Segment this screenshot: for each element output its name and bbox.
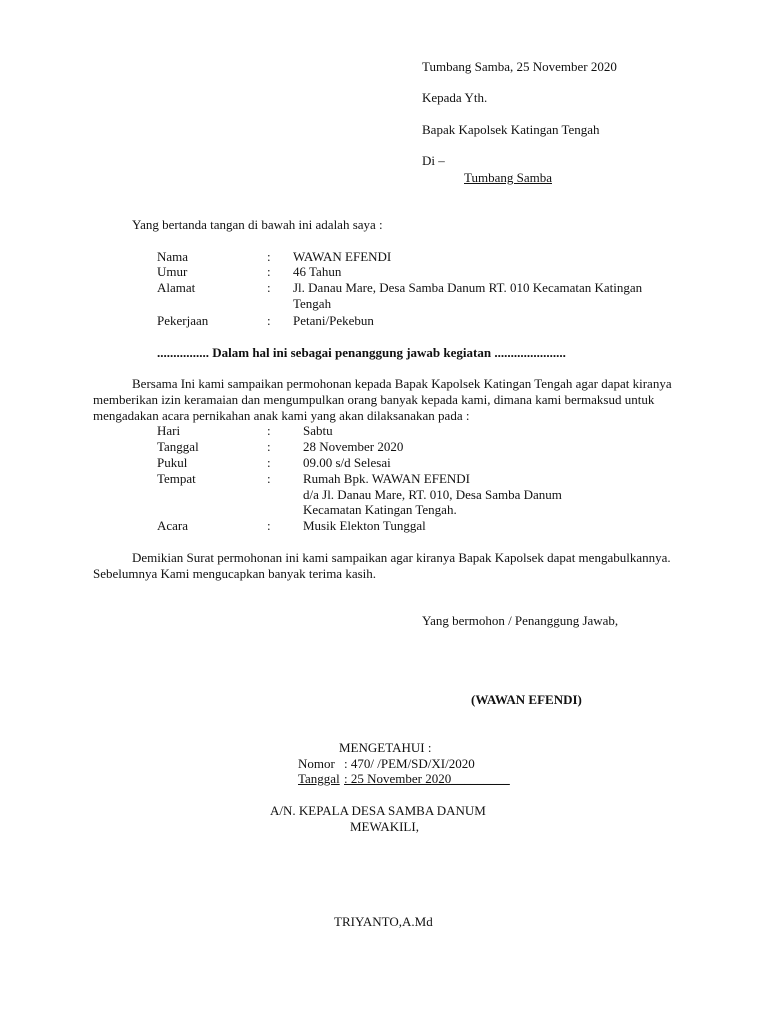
event-row-tempat [157, 471, 617, 487]
field-value: Rumah Bpk. WAWAN EFENDI [303, 471, 470, 486]
field-separator: : [267, 471, 271, 486]
field-value: Jl. Danau Mare, Desa Samba Danum RT. 010 Kecamatan Katingan [293, 280, 643, 295]
field-label: Acara [157, 518, 189, 533]
represent-label: MEWAKILI, [350, 819, 419, 834]
salutation: Kepada Yth. [422, 90, 488, 105]
event-row-tanggal [157, 439, 617, 455]
official-name: TRIYANTO,A.Md [334, 914, 433, 929]
nomor-label: Nomor [298, 756, 335, 771]
nomor-value: : 470/ /PEM/SD/XI/2020 [344, 756, 475, 771]
acknowledgement-heading: MENGETAHUI : [339, 740, 432, 755]
field-value: WAWAN EFENDI [293, 249, 392, 264]
field-separator: : [267, 518, 271, 533]
nomor-row [298, 756, 598, 772]
recipient-city: Tumbang Samba [464, 170, 552, 185]
field-label: Tanggal [157, 439, 199, 454]
field-label: Alamat [157, 280, 196, 295]
event-row-hari [157, 423, 617, 439]
closing-paragraph-text: Demikian Surat permohonan ini kami sampaikan agar kiranya Bapak Kapolsek dapat mengabulkannya. Sebelumnya Kami mengucapkan banyak terima kasih. [93, 550, 671, 581]
identity-row-alamat-cont [157, 296, 697, 312]
responsibility-statement: ................ Dalam hal ini sebagai penanggung jawab kegiatan ...................... [157, 345, 566, 360]
identity-row-pekerjaan [157, 313, 697, 329]
field-value-continued: Kecamatan Katingan Tengah. [303, 502, 457, 517]
field-value-continued: d/a Jl. Danau Mare, RT. 010, Desa Samba Danum [303, 487, 562, 502]
office-title: A/N. KEPALA DESA SAMBA DANUM [270, 803, 486, 818]
body-paragraph-text: Bersama Ini kami sampaikan permohonan kepada Bapak Kapolsek Katingan Tengah agar dapat kiranya memberikan izin keramaian dan mengumpulkan orang banyak kepada kami, dimana kami bermaksud untuk mengadakan acara pernikahan anak kami yang akan dilaksanakan pada : [93, 376, 672, 423]
field-label: Hari [157, 423, 181, 438]
di-label: Di – [422, 153, 445, 168]
field-separator: : [267, 249, 271, 264]
place-date: Tumbang Samba, 25 November 2020 [422, 59, 617, 74]
field-value-continued: Tengah [293, 296, 332, 311]
field-value: Musik Elekton Tunggal [303, 518, 426, 533]
recipient: Bapak Kapolsek Katingan Tengah [422, 122, 600, 137]
signature-name: (WAWAN EFENDI) [471, 692, 582, 707]
field-separator: : [267, 455, 271, 470]
field-separator: : [267, 439, 271, 454]
field-value: 46 Tahun [293, 264, 342, 279]
intro-text: Yang bertanda tangan di bawah ini adalah saya : [132, 217, 383, 232]
tanggal-value: : 25 November 2020_________ [344, 771, 510, 786]
tanggal-row [298, 771, 598, 787]
field-label: Umur [157, 264, 188, 279]
signature-title: Yang bermohon / Penanggung Jawab, [422, 613, 619, 628]
event-row-acara [157, 518, 617, 534]
field-value: Petani/Pekebun [293, 313, 374, 328]
field-separator: : [267, 264, 271, 279]
field-value: Sabtu [303, 423, 333, 438]
identity-row-umur [157, 264, 697, 280]
event-row-tempat-cont-1 [157, 487, 617, 503]
tanggal-label: Tanggal [298, 771, 340, 786]
closing-paragraph [93, 550, 685, 582]
field-label: Pukul [157, 455, 188, 470]
identity-row-alamat [157, 280, 697, 296]
field-separator: : [267, 423, 271, 438]
field-value: 09.00 s/d Selesai [303, 455, 391, 470]
field-separator: : [267, 280, 271, 295]
field-value: 28 November 2020 [303, 439, 404, 454]
field-label: Nama [157, 249, 189, 264]
body-paragraph [93, 376, 685, 424]
identity-row-nama [157, 249, 697, 265]
field-label: Tempat [157, 471, 196, 486]
field-label: Pekerjaan [157, 313, 209, 328]
event-row-pukul [157, 455, 617, 471]
field-separator: : [267, 313, 271, 328]
event-row-tempat-cont-2 [157, 502, 617, 518]
